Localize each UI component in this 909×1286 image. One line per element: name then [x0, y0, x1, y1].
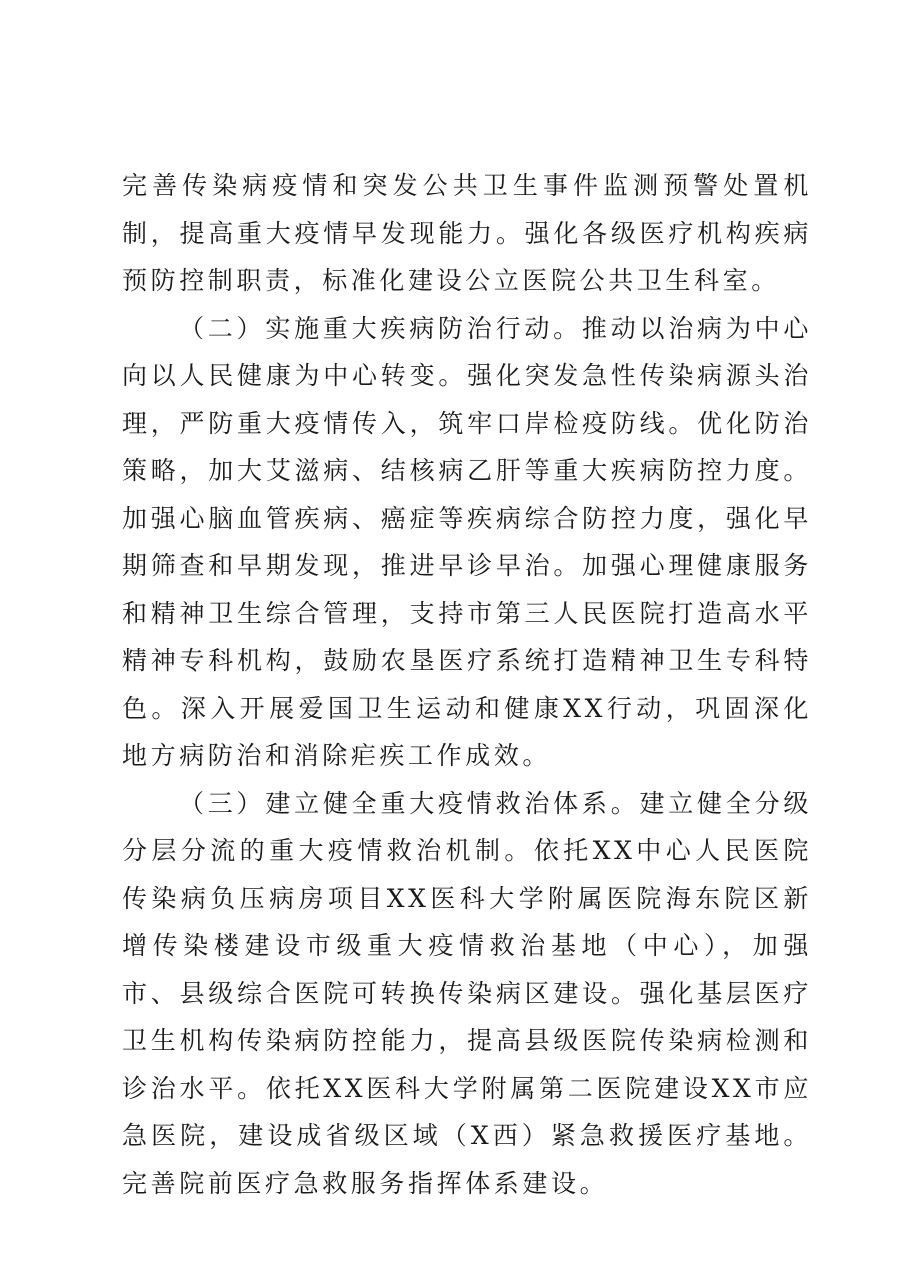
paragraph-epidemic-treatment-system: （三）建立健全重大疫情救治体系。建立健全分级分层分流的重大疫情救治机制。依托XX中心人民医院传染病负压病房项目XX医科大学附属医院海东院区新增传染楼建设市级重大疫情救治基地（中心），加强市、县级综合医院可转换传染病区建设。强化基层医疗卫生机构传染病防控能力，提高县级医院传染病检测和诊治水平。依托XX医科大学附属第二医院建设XX市应急医院，建设成省级区域（X西）紧急救援医疗基地。完善院前医疗急救服务指挥体系建设。 [122, 788, 812, 1198]
document-body [122, 162, 812, 1207]
paragraph-major-disease-prevention: （二）实施重大疾病防治行动。推动以治病为中心向以人民健康为中心转变。强化突发急性传染病源头治理，严防重大疫情传入，筑牢口岸检疫防线。优化防治策略，加大艾滋病、结核病乙肝等重大疾病防控力度。加强心脑血管疾病、癌症等疾病综合防控力度，强化早期筛查和早期发现，推进早诊早治。加强心理健康服务和精神卫生综合管理，支持市第三人民医院打造高水平精神专科机构，鼓励农垦医疗系统打造精神卫生专科特色。深入开展爱国卫生运动和健康XX行动，巩固深化地方病防治和消除疟疾工作成效。 [122, 313, 812, 770]
paragraph-monitoring: 完善传染病疫情和突发公共卫生事件监测预警处置机制，提高重大疫情早发现能力。强化各级医疗机构疾病预防控制职责，标准化建设公立医院公共卫生科室。 [122, 171, 812, 295]
